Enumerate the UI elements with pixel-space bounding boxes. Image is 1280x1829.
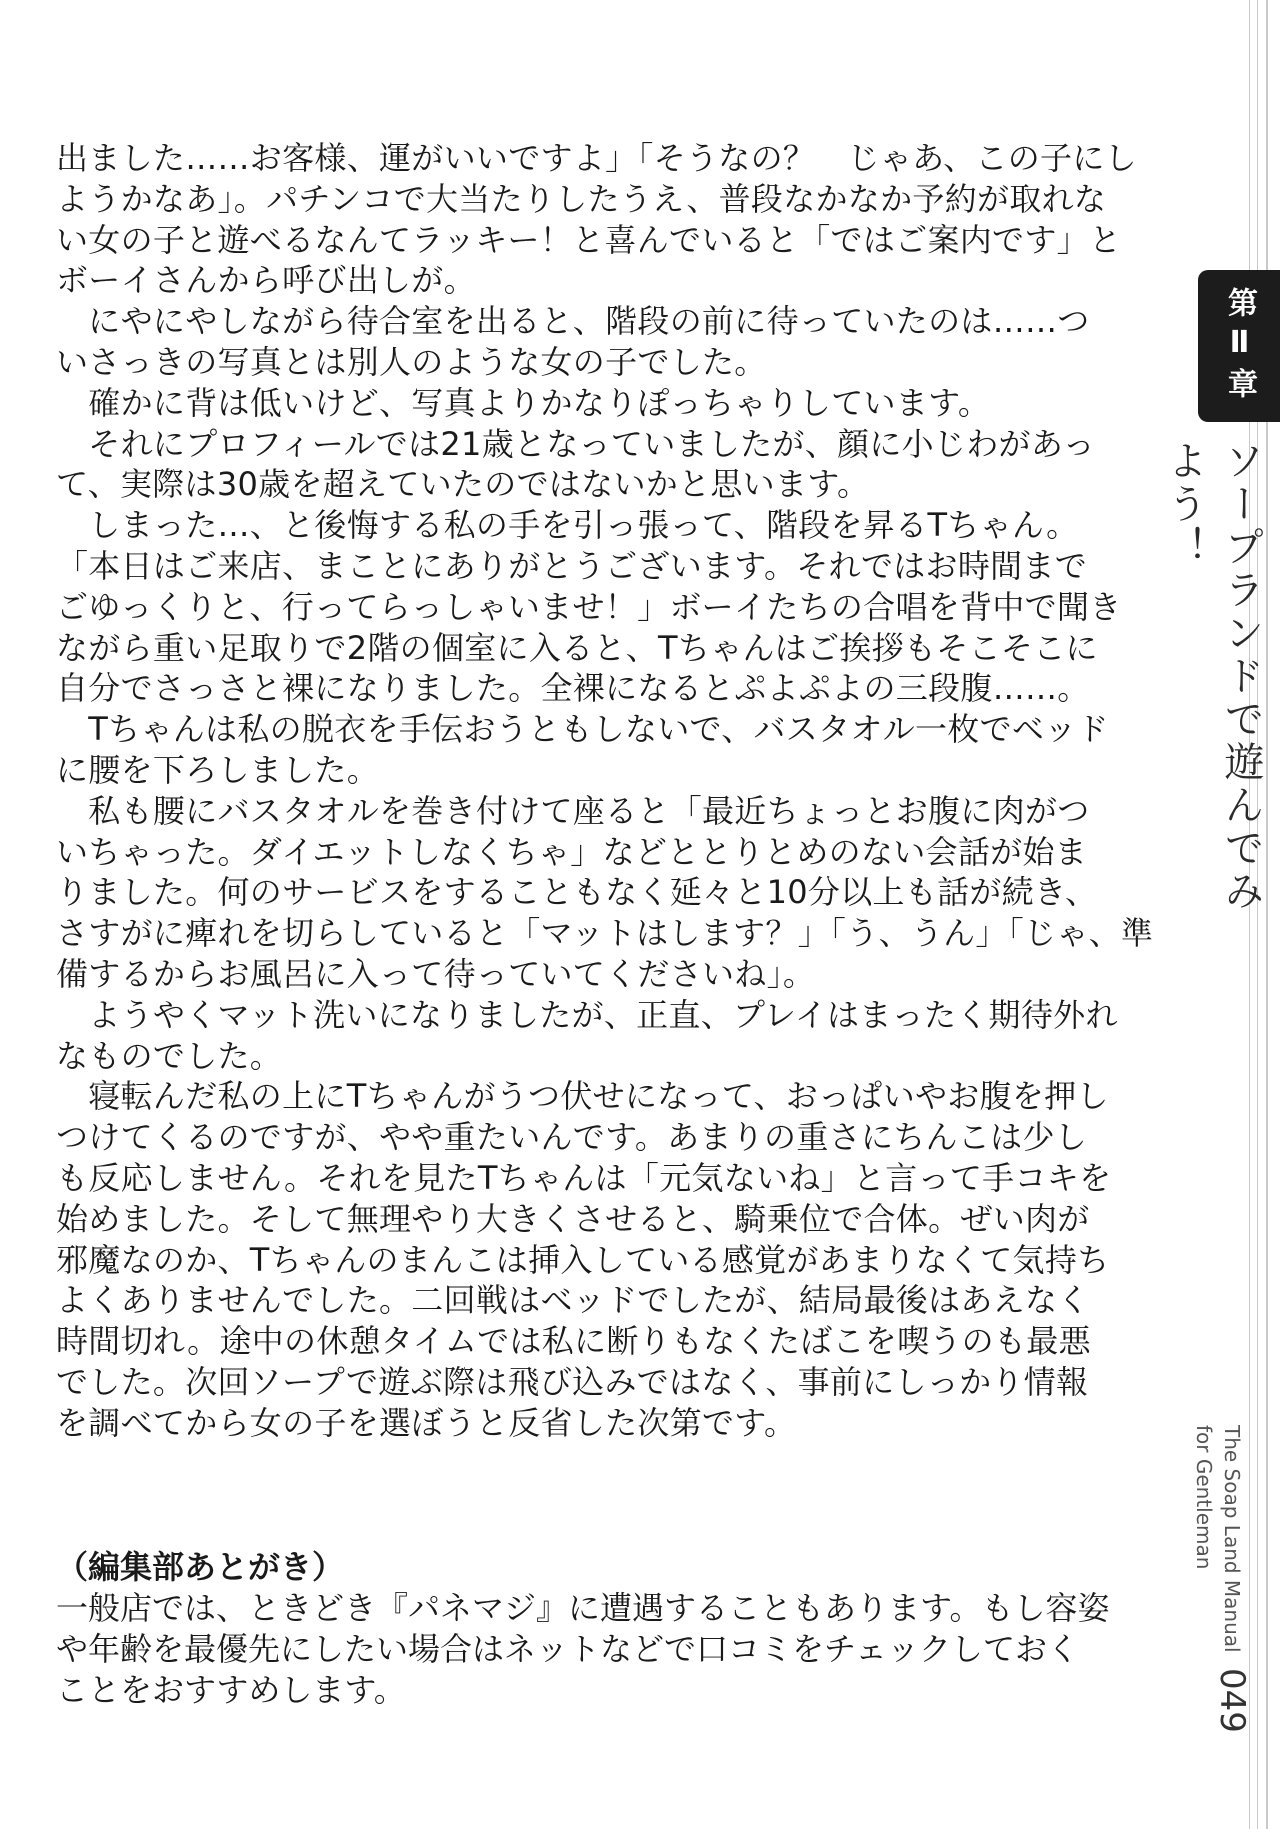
chapter-tab-label: 第Ⅱ章	[1222, 286, 1257, 406]
text-line: Tちゃんは私の脱衣を手伝おうともしないで、バスタオル一枚でベッド	[56, 710, 1109, 749]
editor-afterword	[56, 1546, 1110, 1711]
text-line: ことをおすすめします。	[56, 1671, 406, 1709]
text-line: ながら重い足取りで2階の個室に入ると、Tちゃんはご挨拶もそこそこに	[56, 628, 1098, 667]
text-line: いさっきの写真とは別人のような女の子でした。	[56, 342, 767, 381]
text-line: や年齢を最優先にしたい場合はネットなどで口コミをチェックしておく	[56, 1630, 1080, 1668]
text-line: 一般店では、ときどき『パネマジ』に遭遇することもあります。もし容姿	[56, 1589, 1110, 1627]
chapter-title: ソープランドで遊んでみよう！	[1161, 440, 1264, 913]
text-line: なものでした。	[56, 1036, 283, 1075]
text-line: さすがに痺れを切らしていると「マットはします？」「う、うん」「じゃ、準	[56, 914, 1154, 953]
text-line: 「本日はご来店、まことにありがとうございます。それではお時間まで	[56, 546, 1088, 585]
text-line: 備するからお風呂に入って待っていてくださいね」。	[56, 954, 816, 993]
text-line: ようかなあ」。パチンコで大当たりしたうえ、普段なかなか予約が取れな	[56, 179, 1107, 218]
text-line: を調べてから女の子を選ぼうと反省した次第です。	[56, 1403, 797, 1442]
text-line: いちゃった。ダイエットしなくちゃ」などととりとめのない会話が始ま	[56, 832, 1088, 871]
text-line: 始めました。そして無理やり大きくさせると、騎乗位で合体。ぜい肉が	[56, 1199, 1090, 1238]
text-line: ようやくマット洗いになりましたが、正直、プレイはまったく期待外れ	[56, 995, 1118, 1034]
text-line: 邪魔なのか、Tちゃんのまんこは挿入している感覚があまりなくて気持ち	[56, 1240, 1110, 1279]
text-line: 私も腰にバスタオルを巻き付けて座ると「最近ちょっとお腹に肉がつ	[56, 791, 1090, 830]
book-title-line: for Gentleman	[1192, 1425, 1216, 1570]
text-line: ボーイさんから呼び出しが。	[56, 261, 476, 300]
page-number: 049	[1212, 1668, 1252, 1733]
text-line: にやにやしながら待合室を出ると、階段の前に待っていたのは……つ	[56, 302, 1090, 341]
text-line: い女の子と遊べるなんてラッキー！と喜んでいると「ではご案内です」と	[56, 220, 1122, 259]
text-line: でした。次回ソープで遊ぶ際は飛び込みではなく、事前にしっかり情報	[56, 1362, 1089, 1401]
main-text	[56, 138, 1154, 1444]
text-line: も反応しません。それを見たTちゃんは「元気ないね」と言って手コキを	[56, 1158, 1112, 1197]
text-line: 自分でさっさと裸になりました。全裸になるとぷよぷよの三段腹……。	[56, 669, 1090, 708]
text-line: 出ました……お客様、運がいいですよ」「そうなの？ じゃあ、この子にし	[56, 139, 1137, 177]
text-line: それにプロフィールでは21歳となっていましたが、顔に小じわがあっ	[56, 424, 1096, 463]
book-title-line: The Soap Land Manual	[1220, 1425, 1244, 1653]
text-line: て、実際は30歳を超えていたのではないかと思います。	[56, 465, 870, 504]
text-line: しまった…、と後悔する私の手を引っ張って、階段を昇るTちゃん。	[56, 506, 1079, 545]
text-line: に腰を下ろしました。	[56, 750, 380, 789]
afterword-heading: （編集部あとがき）	[56, 1548, 345, 1586]
text-line: りました。何のサービスをすることもなく延々と10分以上も話が続き、	[56, 873, 1098, 912]
afterword-body	[56, 1588, 1110, 1711]
text-line: 確かに背は低いけど、写真よりかなりぽっちゃりしています。	[56, 383, 991, 422]
text-line: 時間切れ。途中の休憩タイムでは私に断りもなくたばこを喫うのも最悪	[56, 1322, 1091, 1361]
chapter-tab	[1198, 270, 1280, 422]
text-line: つけてくるのですが、やや重たいんです。あまりの重さにちんこは少し	[56, 1118, 1088, 1157]
text-line: ごゆっくりと、行ってらっしゃいませ！」ボーイたちの合唱を背中で聞き	[56, 587, 1122, 626]
text-line: よくありませんでした。二回戦はベッドでしたが、結局最後はあえなく	[56, 1281, 1090, 1320]
text-line: 寝転んだ私の上にTちゃんがうつ伏せになって、おっぱいやお腹を押し	[56, 1077, 1109, 1116]
